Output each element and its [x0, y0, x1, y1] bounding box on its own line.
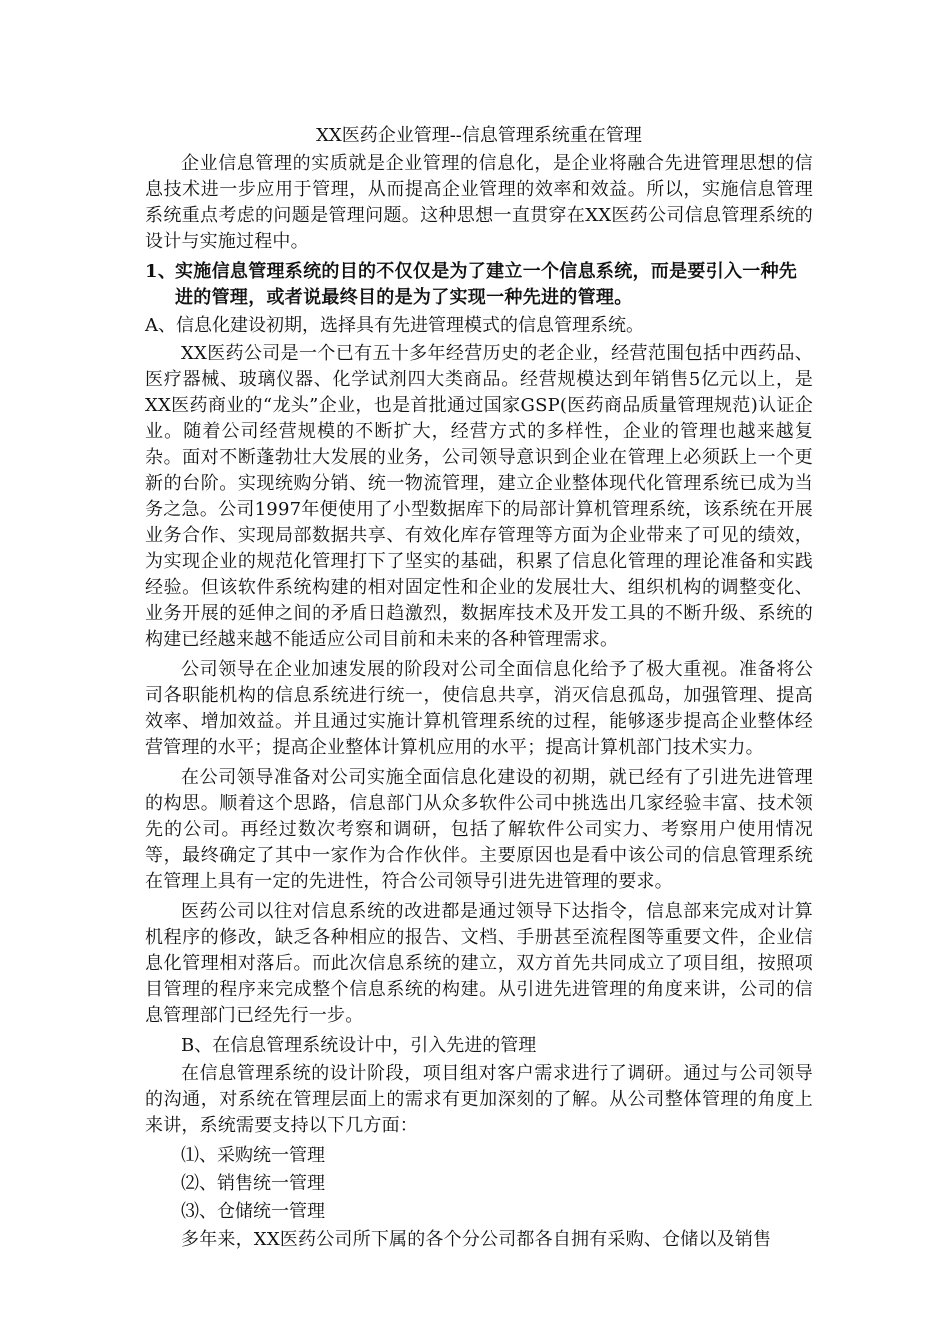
subsection-a-heading: A、信息化建设初期，选择具有先进管理模式的信息管理系统。: [145, 315, 644, 336]
section-1-heading: [145, 259, 813, 311]
subsection-a-paragraph-2: 公司领导在企业加速发展的阶段对公司全面信息化给予了极大重视。准备将公司各职能机构的信息系统进行统一，使信息共享，消灭信息孤岛，加强管理、提高效率、增加效益。并且通过实施计算机管理系统的过程，能够逐步提高企业整体经营管理的水平；提高企业整体计算机应用的水平；提高计算机部门技术实力。: [145, 659, 813, 758]
section-1-heading-text: 实施信息管理系统的目的不仅仅是为了建立一个信息系统，而是要引入一种先进的管理，或者说最终目的是为了实现一种先进的管理。: [175, 261, 798, 308]
subsection-a-paragraph-1: XX医药公司是一个已有五十多年经营历史的老企业，经营范围包括中西药品、医疗器械、玻璃仪器、化学试剂四大类商品。经营规模达到年销售5亿元以上，是XX医药商业的“龙头”企业，也是首批通过国家GSP(医药商品质量管理规范)认证企业。随着公司经营规模的不断扩大，经营方式的多样性，企业的管理也越来越复杂。面对不断蓬勃壮大发展的业务，公司领导意识到企业在管理上必须跃上一个更新的台阶。实现统购分销、统一物流管理，建立企业整体现代化管理系统已成为当务之急。公司1997年便使用了小型数据库下的局部计算机管理系统，该系统在开展业务合作、实现局部数据共享、有效化库存管理等方面为企业带来了可见的绩效，为实现企业的规范化管理打下了坚实的基础，积累了信息化管理的理论准备和实践经验。但该软件系统构建的相对固定性和企业的发展壮大、组织机构的调整变化、业务开展的延伸之间的矛盾日趋激烈，数据库技术及开发工具的不断升级、系统的构建已经越来越不能适应公司目前和未来的各种管理需求。: [145, 343, 813, 650]
document-title: XX医药企业管理--信息管理系统重在管理: [316, 125, 642, 146]
section-1-number: 1、: [145, 261, 177, 282]
subsection-b-heading: B、在信息管理系统设计中，引入先进的管理: [181, 1035, 537, 1056]
list-item: ⑶、仓储统一管理: [181, 1201, 325, 1222]
subsection-a-paragraph-3: 在公司领导准备对公司实施全面信息化建设的初期，就已经有了引进先进管理的构思。顺着这个思路，信息部门从众多软件公司中挑选出几家经验丰富、技术领先的公司。再经过数次考察和调研，包括了解软件公司实力、考察用户使用情况等，最终确定了其中一家作为合作伙伴。主要原因也是看中该公司的信息管理系统在管理上具有一定的先进性，符合公司领导引进先进管理的要求。: [145, 767, 813, 892]
subsection-b-paragraph: 在信息管理系统的设计阶段，项目组对客户需求进行了调研。通过与公司领导的沟通，对系统在管理层面上的需求有更加深刻的了解。从公司整体管理的角度上来讲，系统需要支持以下几方面：: [145, 1063, 813, 1136]
subsection-a-paragraph-4: 医药公司以往对信息系统的改进都是通过领导下达指令，信息部来完成对计算机程序的修改，缺乏各种相应的报告、文档、手册甚至流程图等重要文件，企业信息化管理相对落后。而此次信息系统的建立，双方首先共同成立了项目组，按照项目管理的程序来完成整个信息系统的构建。从引进先进管理的角度来讲，公司的信息管理部门已经先行一步。: [145, 901, 813, 1026]
intro-paragraph: 企业信息管理的实质就是企业管理的信息化，是企业将融合先进管理思想的信息技术进一步应用于管理，从而提高企业管理的效率和效益。所以，实施信息管理系统重点考虑的问题是管理问题。这种思想一直贯穿在XX医药公司信息管理系统的设计与实施过程中。: [145, 153, 813, 252]
requirements-list: [145, 1143, 813, 1225]
list-item: ⑵、销售统一管理: [181, 1173, 325, 1194]
document-page: [145, 123, 813, 1257]
subsection-b-closing-paragraph: 多年来，XX医药公司所下属的各个分公司都各自拥有采购、仓储以及销售: [181, 1229, 772, 1250]
list-item: ⑴、采购统一管理: [181, 1145, 325, 1166]
